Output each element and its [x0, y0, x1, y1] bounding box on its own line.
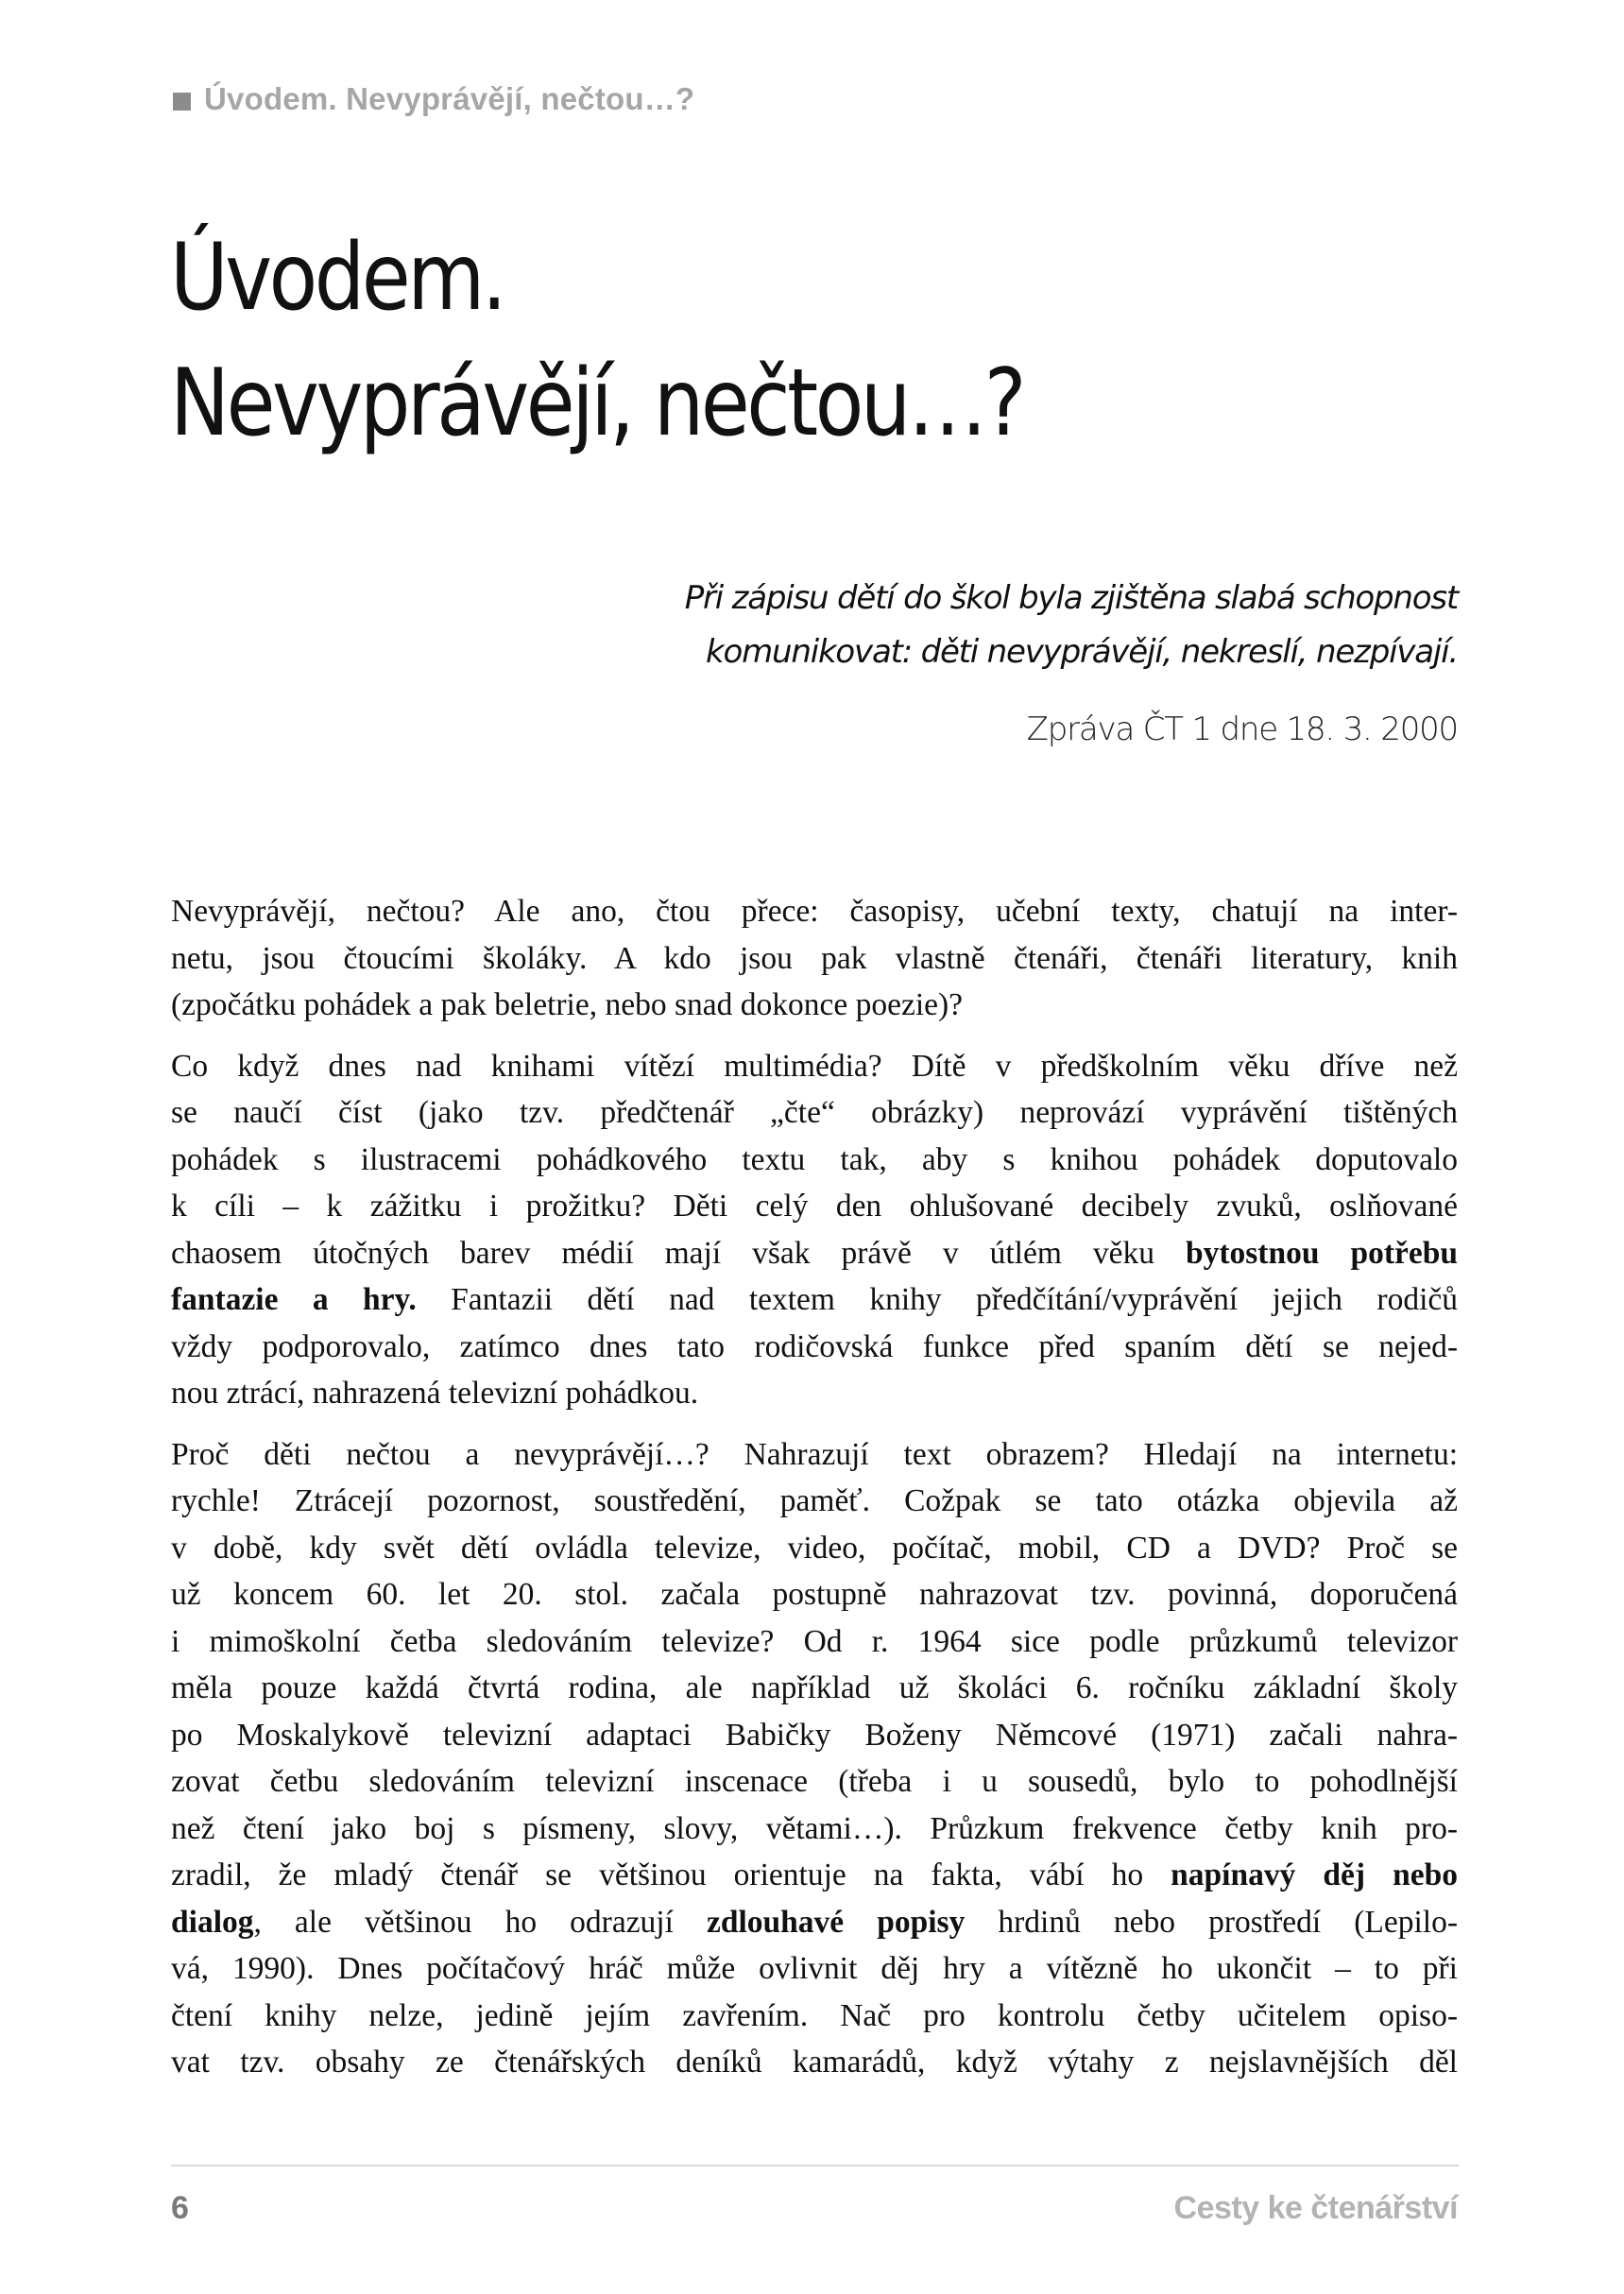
- text-segment: zradil, že mladý čtenář se většinou orientuje na fakta, vábí ho: [171, 1857, 1171, 1892]
- body-text: [171, 888, 1458, 2100]
- chapter-title: [170, 215, 1023, 467]
- text-line: [171, 1089, 1458, 1137]
- text-segment: nou ztrácí, nahrazená televizní pohádkou.: [171, 1376, 699, 1411]
- text-line: [171, 1852, 1458, 1899]
- text-segment: vá, 1990). Dnes počítačový hráč může ovlivnit děj hry a vítězně ho ukončit – to při: [171, 1951, 1458, 1986]
- text-line: [171, 1324, 1458, 1371]
- text-line: [171, 1945, 1458, 1993]
- text-segment: Co když dnes nad knihami vítězí multimédia? Dítě v předškolním věku dříve než: [171, 1048, 1458, 1084]
- emphasis-text: napínavý děj nebo: [1171, 1857, 1458, 1892]
- text-segment: měla pouze každá čtvrtá rodina, ale například už školáci 6. ročníku základní školy: [171, 1670, 1458, 1705]
- footer-divider: [171, 2165, 1459, 2166]
- text-line: [171, 1137, 1458, 1184]
- text-line: [171, 982, 1458, 1029]
- text-line: [171, 1276, 1458, 1324]
- running-head: [173, 81, 694, 117]
- text-segment: i mimoškolní četba sledováním televize? Od r. 1964 sice podle průzkumů televizor: [171, 1623, 1458, 1659]
- emphasis-text: bytostnou potřebu: [1185, 1235, 1458, 1271]
- text-line: [171, 2039, 1458, 2086]
- text-line: [171, 1370, 1458, 1417]
- emphasis-text: dialog: [171, 1904, 254, 1940]
- text-segment: hrdinů nebo prostředí (Lepilo-: [965, 1904, 1458, 1940]
- running-head-text: Úvodem. Nevyprávějí, nečtou…?: [204, 81, 695, 116]
- text-line: [171, 1712, 1458, 1759]
- text-segment: Fantazii dětí nad textem knihy předčítání/vyprávění jejich rodičů: [416, 1282, 1458, 1317]
- text-line: [171, 1618, 1458, 1666]
- text-line: [171, 1431, 1458, 1479]
- text-line: [171, 1806, 1458, 1853]
- text-segment: chaosem útočných barev médií mají však právě v útlém věku: [171, 1235, 1186, 1271]
- text-segment: už koncem 60. let 20. stol. začala postupně nahrazovat tzv. povinná, doporučená: [171, 1577, 1458, 1612]
- epigraph-line-1: Při zápisu dětí do škol byla zjištěna slabá schopnost: [684, 579, 1458, 617]
- text-segment: pohádek s ilustracemi pohádkového textu tak, aby s knihou pohádek doputovalo: [171, 1141, 1458, 1177]
- emphasis-text: zdlouhavé popisy: [706, 1904, 966, 1940]
- chapter-title-line-2: Nevyprávějí, nečtou…?: [170, 350, 1023, 457]
- text-line: [171, 888, 1458, 935]
- text-segment: zovat četbu sledováním televizní inscenace (třeba i u sousedů, bylo to pohodlnější: [171, 1764, 1458, 1799]
- text-segment: než čtení jako boj s písmeny, slovy, větami…). Průzkum frekvence četby knih pro-: [171, 1810, 1458, 1846]
- text-segment: čtení knihy nelze, jedině jejím zavřením. Nač pro kontrolu četby učitelem opiso-: [171, 1997, 1458, 2033]
- text-line: [171, 1899, 1458, 1946]
- text-segment: netu, jsou čtoucími školáky. A kdo jsou pak vlastně čtenáři, čtenáři literatury, knih: [171, 940, 1458, 976]
- text-segment: Nevyprávějí, nečtou? Ale ano, čtou přece: časopisy, učební texty, chatují na inter-: [171, 894, 1458, 929]
- square-bullet-icon: [173, 93, 191, 111]
- emphasis-text: fantazie a hry.: [171, 1282, 417, 1317]
- text-segment: rychle! Ztrácejí pozornost, soustředění, paměť. Cožpak se tato otázka objevila až: [171, 1483, 1458, 1518]
- text-line: [171, 1478, 1458, 1525]
- epigraph-source: Zpráva ČT 1 dne 18. 3. 2000: [1026, 710, 1458, 748]
- chapter-title-line-1: Úvodem.: [170, 224, 504, 332]
- text-segment: Proč děti nečtou a nevyprávějí…? Nahrazují text obrazem? Hledají na internetu:: [171, 1436, 1458, 1472]
- body-paragraph: [171, 888, 1458, 1029]
- epigraph-line-2: komunikovat: děti nevyprávějí, nekreslí, nezpívají.: [705, 633, 1458, 671]
- text-line: [171, 1993, 1458, 2040]
- text-segment: po Moskalykově televizní adaptaci Babičky Boženy Němcové (1971) začali nahra-: [171, 1717, 1458, 1753]
- text-line: [171, 1183, 1458, 1230]
- text-line: [171, 1525, 1458, 1572]
- text-line: [171, 1043, 1458, 1090]
- text-line: [171, 1758, 1458, 1806]
- text-segment: v době, kdy svět dětí ovládla televize, video, počítač, mobil, CD a DVD? Proč se: [171, 1530, 1458, 1566]
- text-segment: vždy podporovalo, zatímco dnes tato rodičovská funkce před spaním dětí se nejed-: [171, 1328, 1458, 1364]
- text-segment: k cíli – k zážitku i prožitku? Děti celý den ohlušované decibely zvuků, oslňované: [171, 1189, 1458, 1224]
- page-number: 6: [171, 2190, 189, 2226]
- text-line: [171, 1230, 1458, 1277]
- text-line: [171, 1665, 1458, 1712]
- epigraph-quote: [685, 572, 1458, 679]
- book-title: Cesty ke čtenářství: [1173, 2190, 1458, 2226]
- text-line: [171, 1571, 1458, 1618]
- text-segment: , ale většinou ho odrazují: [253, 1904, 707, 1940]
- text-segment: se naučí číst (jako tzv. předčtenář „čte“ obrázky) neprovází vyprávění tištěných: [171, 1095, 1458, 1130]
- body-paragraph: [171, 1043, 1458, 1417]
- text-line: [171, 935, 1458, 983]
- body-paragraph: [171, 1431, 1458, 2086]
- text-segment: (zpočátku pohádek a pak beletrie, nebo snad dokonce poezie)?: [171, 987, 964, 1022]
- text-segment: vat tzv. obsahy ze čtenářských deníků kamarádů, když výtahy z nejslavnějších děl: [171, 2045, 1458, 2080]
